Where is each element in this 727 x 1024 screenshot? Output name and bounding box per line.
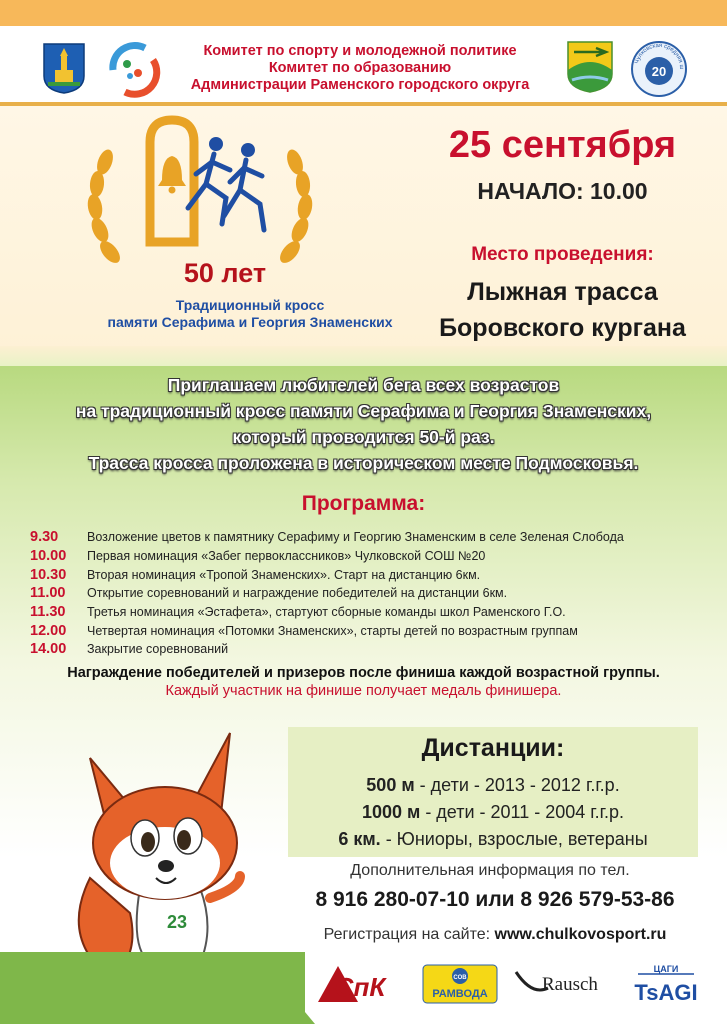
distance-item	[288, 829, 698, 850]
emblem-subtitle	[95, 297, 405, 331]
organizer-line-3: Администрации Раменского городского округа	[190, 77, 530, 93]
schedule-time: 14.00	[30, 641, 67, 658]
venue-line-2: Боровского кургана	[439, 314, 686, 342]
sponsor-ramvoda-small-text: СОВ	[453, 975, 467, 981]
awards-note: Награждение победителей и призеров после финиша каждой возрастной группы.	[67, 665, 660, 681]
schedule-desc: Закрытие соревнований	[87, 642, 229, 657]
schedule-desc: Возложение цветов к памятнику Серафиму и Георгию Знаменским в селе Зеленая Слобода	[87, 530, 624, 545]
registration-label: Регистрация на сайте:	[323, 926, 495, 943]
invitation-line-1: Приглашаем любителей бега всех возрастов	[167, 375, 560, 395]
schedule-time: 11.30	[30, 604, 66, 621]
medal-note: Каждый участник на финише получает медаль финишера.	[165, 683, 562, 699]
anniversary-title: 50 лет	[183, 258, 267, 288]
ramenskoe-coat-of-arms-logo	[42, 42, 86, 99]
distance-item	[288, 802, 698, 823]
district-flag-logo	[566, 40, 614, 99]
venue-label: Место проведения:	[471, 244, 654, 265]
schedule-row	[30, 621, 710, 640]
program-schedule	[30, 528, 710, 659]
start-time: НАЧАЛО: 10.00	[477, 178, 648, 204]
schedule-desc: Вторая номинация «Тропой Знаменских». Старт на дистанцию 6км.	[87, 567, 481, 582]
schedule-time: 11.00	[30, 585, 66, 602]
distance-length: 1000 м	[361, 802, 421, 822]
sponsor-rausch-text: Rausch	[542, 974, 598, 995]
schedule-row	[30, 565, 710, 584]
distance-length: 500 м	[366, 775, 415, 795]
contact-phones: 8 916 280-07-10 или 8 926 579-53-86	[315, 888, 675, 911]
distances-title: Дистанции:	[421, 734, 565, 762]
svg-text:Чулковская средняя школа: Чулковская средняя ш	[634, 42, 685, 70]
sponsor-ramvoda-logo	[422, 964, 498, 1009]
organizer-line-2: Комитет по образованию	[268, 60, 452, 76]
schedule-row	[30, 640, 710, 659]
distance-category: - дети - 2011 - 2004 г.г.р.	[420, 802, 625, 822]
sponsor-rausch-logo	[512, 966, 622, 1007]
invitation-line-2: на традиционный кросс памяти Серафима и Георгия Знаменских,	[75, 401, 652, 421]
program-title: Программа:	[301, 492, 426, 515]
mascot-bib-number: 23	[167, 912, 188, 932]
schedule-time: 10.30	[30, 566, 67, 583]
schedule-desc: Открытие соревнований и награждение победителей на дистанции 6км.	[87, 586, 508, 601]
registration-line	[270, 926, 720, 944]
sponsor-ramvoda-text: РАМВОДА	[432, 988, 488, 1000]
schedule-row	[30, 603, 710, 622]
registration-url-link[interactable]: www.chulkovosport.ru	[494, 926, 667, 943]
distance-category: - Юниоры, взрослые, ветераны	[380, 829, 648, 849]
distance-item	[288, 775, 698, 796]
schedule-desc: Третья номинация «Эстафета», стартуют сборные команды школ Раменского Г.О.	[87, 605, 566, 620]
organizers-text	[160, 43, 560, 94]
additional-info-label: Дополнительная информация по тел.	[350, 862, 630, 879]
emblem-subtitle-line-1: Традиционный кросс	[175, 297, 325, 313]
sponsor-tsagi-logo	[632, 960, 712, 1013]
schedule-time: 9.30	[30, 529, 59, 546]
svg-text:20: 20	[651, 64, 667, 79]
bottom-green-slant	[255, 952, 315, 1024]
invitation-line-4: Трасса кросса проложена в историческом месте Подмосковья.	[88, 453, 639, 473]
cross-emblem	[80, 112, 320, 277]
top-bar	[0, 0, 727, 26]
sport-committee-logo	[105, 40, 161, 103]
schedule-time: 10.00	[30, 548, 67, 565]
organizer-line-1: Комитет по спорту и молодежной политике	[203, 43, 517, 59]
distance-category: - дети - 2013 - 2012 г.г.р.	[414, 775, 620, 795]
sponsor-spk-text: СпК	[334, 972, 386, 1002]
emblem-subtitle-line-2: памяти Серафима и Георгия Знаменских	[107, 314, 393, 330]
hero-transition	[0, 346, 727, 366]
schedule-desc: Первая номинация «Забег первоклассников» Чулковской СОШ №20	[87, 549, 486, 564]
event-date: 25 сентября	[448, 124, 677, 166]
sponsor-tsagi-small-text: ЦАГИ	[653, 964, 679, 974]
schedule-time: 12.00	[30, 622, 67, 639]
venue-name	[405, 274, 720, 346]
schedule-row	[30, 528, 710, 547]
invitation-text	[10, 372, 717, 476]
schedule-row	[30, 584, 710, 603]
sponsor-spk-logo	[316, 962, 404, 1011]
sponsor-tsagi-text: TsAGI	[634, 980, 698, 1005]
school-round-logo	[630, 40, 688, 103]
schedule-row	[30, 547, 710, 566]
schedule-desc: Четвертая номинация «Потомки Знаменских», старты детей по возрастным группам	[87, 623, 578, 638]
venue-line-1: Лыжная трасса	[467, 278, 658, 306]
distance-length: 6 км.	[338, 829, 381, 849]
invitation-line-3: который проводится 50-й раз.	[232, 427, 495, 447]
